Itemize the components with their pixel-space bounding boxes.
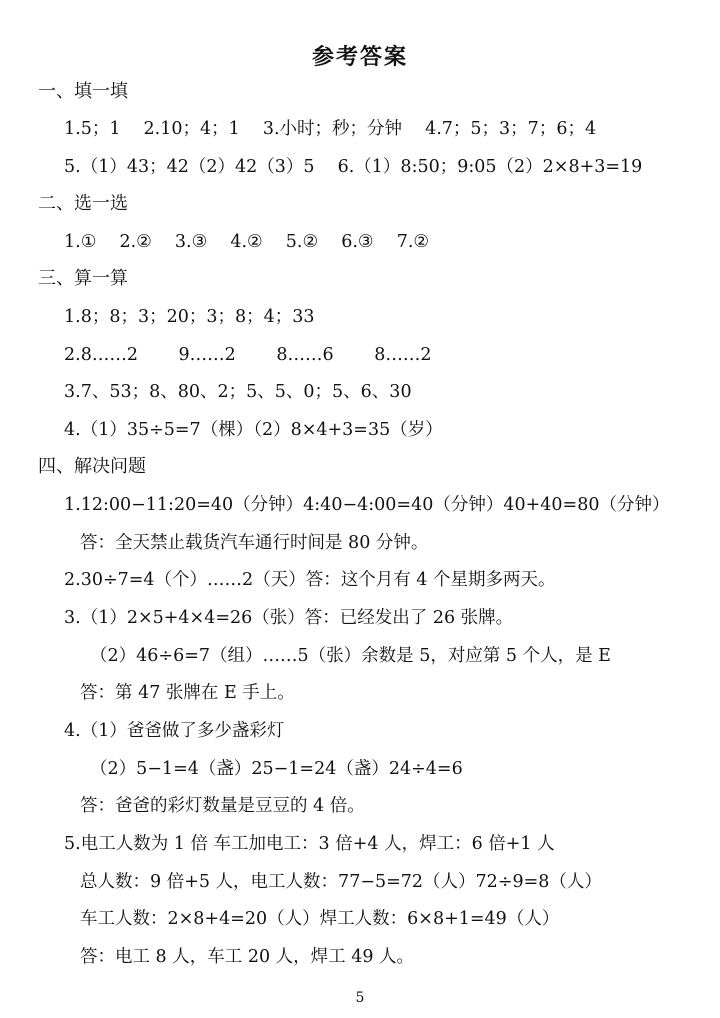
- section-calculate: 三、算一算: [38, 268, 128, 289]
- problem-3-part-2: （2）46÷6=7（组）……5（张）余数是 5，对应第 5 个人，是 E: [90, 646, 611, 666]
- problem-5-total: 总人数：9 倍+5 人，电工人数：77−5=72（人）72÷9=8（人）: [80, 872, 602, 892]
- problem-4-part-1: 4.（1）爸爸做了多少盏彩灯: [64, 721, 285, 741]
- page-title: 参考答案: [311, 44, 408, 70]
- problem-3-part-1: 3.（1）2×5+4×4=26（张）答：已经发出了 26 张牌。: [64, 608, 514, 628]
- calculate-answer-4: 4.（1）35÷5=7（棵）（2）8×4+3=35（岁）: [64, 420, 443, 440]
- problem-5-answer: 答：电工 8 人，车工 20 人，焊工 49 人。: [80, 947, 415, 967]
- fill-in-answers-1-4: 1.5；1 2.10；4；1 3.小时；秒；分钟 4.7；5；3；7；6；4: [64, 119, 597, 139]
- section-fill-in: 一、填一填: [38, 81, 128, 102]
- problem-4-answer: 答：爸爸的彩灯数量是豆豆的 4 倍。: [80, 796, 365, 816]
- choice-answers: 1.① 2.② 3.③ 4.② 5.② 6.③ 7.②: [64, 232, 430, 252]
- calculate-answer-3: 3.7、53；8、80、2；5、5、0；5、6、30: [64, 382, 412, 402]
- calculate-answer-2: 2.8……2 9……2 8……6 8……2: [64, 345, 432, 365]
- page-number: 5: [355, 990, 365, 1006]
- section-problems: 四、解决问题: [38, 456, 146, 477]
- fill-in-answers-5-6: 5.（1）43；42（2）42（3）5 6.（1）8:50；9:05（2）2×8+3=19: [64, 157, 643, 177]
- section-choice: 二、选一选: [38, 193, 128, 214]
- calculate-answer-1: 1.8；8；3；20；3；8；4；33: [64, 307, 315, 327]
- problem-4-part-2: （2）5−1=4（盏）25−1=24（盏）24÷4=6: [90, 759, 463, 779]
- problem-1-answer: 答：全天禁止载货汽车通行时间是 80 分钟。: [80, 533, 429, 553]
- problem-5-setup: 5.电工人数为 1 倍 车工加电工：3 倍+4 人，焊工：6 倍+1 人: [64, 834, 555, 854]
- problem-5-workers: 车工人数：2×8+4=20（人）焊工人数：6×8+1=49（人）: [80, 909, 560, 929]
- problem-3-answer: 答：第 47 张牌在 E 手上。: [80, 683, 295, 703]
- problem-1-solution: 1.12:00−11:20=40（分钟）4:40−4:00=40（分钟）40+40=80（分钟）: [64, 495, 670, 515]
- problem-2-solution: 2.30÷7=4（个）……2（天）答：这个月有 4 个星期多两天。: [64, 570, 556, 590]
